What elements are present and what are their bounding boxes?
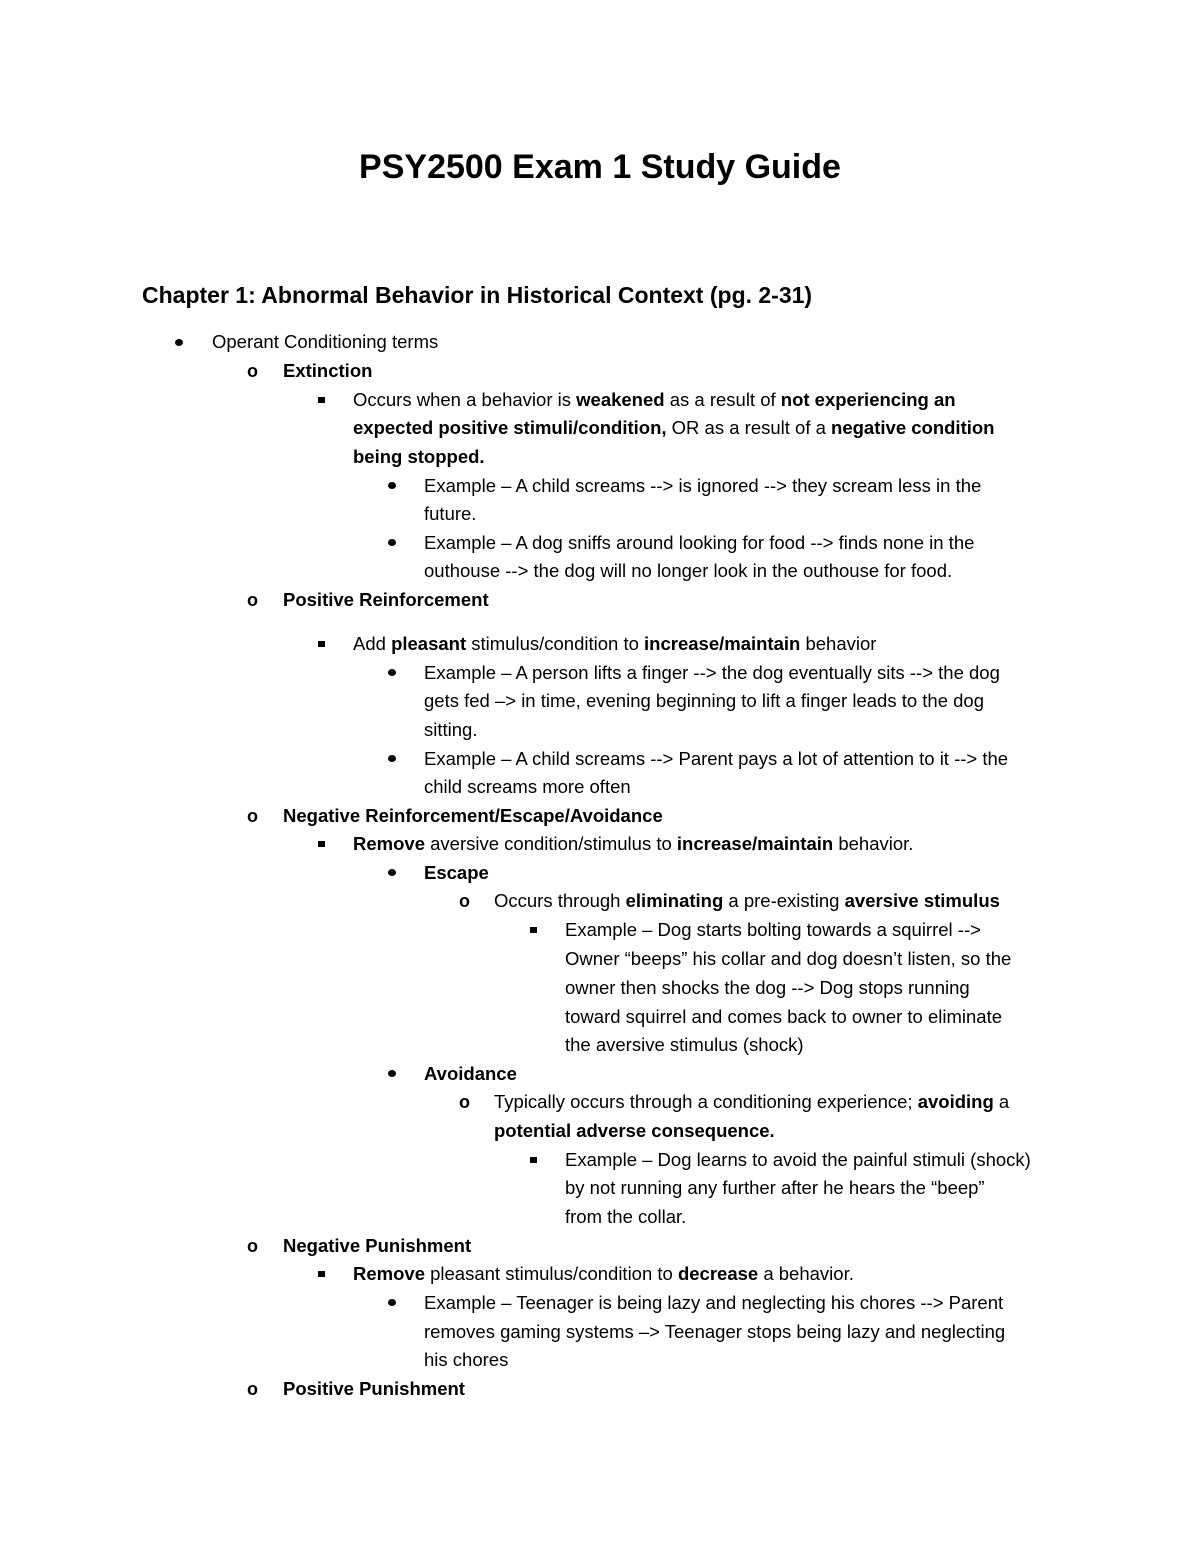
round-bullet-icon — [388, 539, 396, 546]
list-item-text: Example – Dog starts bolting towards a squirrel --> — [565, 919, 981, 940]
list-item — [353, 630, 876, 658]
list-item-text: Example – A child screams --> is ignored --> they scream less in the — [424, 475, 982, 496]
list-item-text: Example – A dog sniffs around looking for food --> finds none in the — [424, 532, 975, 553]
text-run: not experiencing an — [780, 389, 956, 410]
text-run: expected positive stimuli/condition, — [353, 417, 667, 438]
list-item — [283, 357, 372, 385]
circle-bullet-icon: o — [247, 1379, 258, 1399]
square-bullet-icon — [318, 397, 325, 403]
list-item-text: toward squirrel and comes back to owner to eliminate — [565, 1006, 1003, 1027]
list-item-text: sitting. — [424, 719, 478, 740]
list-item-text: Escape — [424, 862, 489, 883]
list-item-text: Example – Teenager is being lazy and neglecting his chores --> Parent — [424, 1292, 1004, 1313]
list-item-text: Example – A person lifts a finger --> the dog eventually sits --> the dog — [424, 662, 1000, 683]
list-item-continuation — [565, 1031, 804, 1059]
list-item — [424, 859, 489, 887]
square-bullet-icon — [530, 927, 537, 933]
list-item-text: Negative Punishment — [283, 1235, 472, 1256]
list-item — [283, 1375, 465, 1403]
list-item-text: Example – Dog learns to avoid the painful stimuli (shock) — [565, 1149, 1031, 1170]
text-run: increase/maintain — [644, 633, 801, 654]
list-item — [424, 659, 1000, 687]
list-item — [494, 1088, 1009, 1116]
square-bullet-icon — [318, 841, 325, 847]
round-bullet-icon — [388, 482, 396, 489]
list-item-continuation — [424, 500, 476, 528]
list-item — [283, 586, 489, 614]
list-item-text: child screams more often — [424, 776, 631, 797]
list-item-text: Owner “beeps” his collar and dog doesn’t listen, so the — [565, 948, 1012, 969]
list-item-continuation — [565, 974, 970, 1002]
text-run: Typically occurs through a conditioning experience; — [494, 1091, 918, 1112]
list-item-text: removes gaming systems –> Teenager stops being lazy and neglecting — [424, 1321, 1006, 1342]
list-item-text: Avoidance — [424, 1063, 517, 1084]
list-item-text: Operant Conditioning terms — [212, 331, 439, 352]
circle-bullet-icon: o — [247, 590, 258, 610]
list-item-continuation — [424, 716, 477, 744]
list-item-text: Extinction — [283, 360, 373, 381]
text-run: pleasant — [391, 633, 467, 654]
list-item-continuation — [424, 557, 952, 585]
text-run: Occurs through — [494, 890, 626, 911]
text-run: Occurs when a behavior is — [353, 389, 577, 410]
text-run: being stopped. — [353, 446, 485, 467]
text-run: Remove — [353, 1263, 425, 1284]
list-item-continuation — [353, 443, 485, 471]
text-run: eliminating — [625, 890, 724, 911]
list-item — [353, 386, 956, 414]
list-item — [283, 802, 663, 830]
list-item — [212, 328, 438, 356]
list-item-text: Positive Reinforcement — [283, 589, 489, 610]
text-run: as a result of — [664, 389, 781, 410]
text-run: a behavior. — [758, 1263, 854, 1284]
list-item-continuation — [424, 687, 984, 715]
circle-bullet-icon: o — [247, 361, 258, 381]
list-item-continuation — [565, 1203, 686, 1231]
list-item — [283, 1232, 471, 1260]
round-bullet-icon — [388, 669, 396, 676]
round-bullet-icon — [388, 1299, 396, 1306]
list-item-text: Negative Reinforcement/Escape/Avoidance — [283, 805, 663, 826]
list-item-text: the aversive stimulus (shock) — [565, 1034, 804, 1055]
list-item-text: from the collar. — [565, 1206, 687, 1227]
list-item-text: his chores — [424, 1349, 509, 1370]
text-run: behavior. — [833, 833, 914, 854]
text-run: negative condition — [831, 417, 995, 438]
round-bullet-icon — [388, 869, 396, 876]
list-item — [565, 1146, 1031, 1174]
text-run: a — [993, 1091, 1010, 1112]
list-item-continuation — [424, 1346, 508, 1374]
list-item-text: by not running any further after he hears the “beep” — [565, 1177, 985, 1198]
list-item — [424, 1289, 1003, 1317]
text-run: decrease — [677, 1263, 759, 1284]
list-item-text: owner then shocks the dog --> Dog stops running — [565, 977, 970, 998]
circle-bullet-icon: o — [459, 1092, 470, 1112]
list-item-text: potential adverse consequence. — [494, 1120, 775, 1141]
text-run: avoiding — [917, 1091, 994, 1112]
circle-bullet-icon: o — [247, 1236, 258, 1256]
document-title: PSY2500 Exam 1 Study Guide — [359, 148, 841, 186]
list-item-continuation — [494, 1117, 775, 1145]
list-item-text: outhouse --> the dog will no longer look in the outhouse for food. — [424, 560, 953, 581]
text-run: pleasant stimulus/condition to — [424, 1263, 678, 1284]
round-bullet-icon — [388, 1070, 396, 1077]
text-run: weakened — [576, 389, 665, 410]
text-run: Add — [353, 633, 392, 654]
list-item — [424, 745, 1008, 773]
list-item — [353, 1260, 854, 1288]
list-item — [353, 830, 913, 858]
text-run: behavior — [800, 633, 877, 654]
text-run: OR as a result of a — [666, 417, 832, 438]
chapter-heading: Chapter 1: Abnormal Behavior in Historical Context (pg. 2-31) — [142, 282, 813, 308]
square-bullet-icon — [530, 1157, 537, 1163]
list-item — [494, 887, 1000, 915]
list-item-text: gets fed –> in time, evening beginning to lift a finger leads to the dog — [424, 690, 985, 711]
list-item-continuation — [424, 1318, 1005, 1346]
text-run: Remove — [353, 833, 425, 854]
text-run: increase/maintain — [676, 833, 834, 854]
circle-bullet-icon: o — [247, 806, 258, 826]
list-item-continuation — [353, 414, 994, 442]
list-item — [424, 1060, 517, 1088]
list-item-continuation — [424, 773, 631, 801]
list-item — [424, 472, 981, 500]
round-bullet-icon — [388, 755, 396, 762]
list-item-text: Example – A child screams --> Parent pays a lot of attention to it --> the — [424, 748, 1009, 769]
text-run: a pre-existing — [723, 890, 845, 911]
list-item-continuation — [565, 1003, 1002, 1031]
round-bullet-icon — [175, 339, 183, 346]
list-item-continuation — [565, 1174, 985, 1202]
square-bullet-icon — [318, 641, 325, 647]
list-item-text: future. — [424, 503, 477, 524]
text-run: aversive condition/stimulus to — [424, 833, 677, 854]
square-bullet-icon — [318, 1271, 325, 1277]
list-item-continuation — [565, 945, 1011, 973]
circle-bullet-icon: o — [459, 891, 470, 911]
text-run: stimulus/condition to — [466, 633, 645, 654]
list-item — [424, 529, 974, 557]
list-item — [565, 916, 981, 944]
list-item-text: Positive Punishment — [283, 1378, 465, 1399]
text-run: aversive stimulus — [844, 890, 1000, 911]
